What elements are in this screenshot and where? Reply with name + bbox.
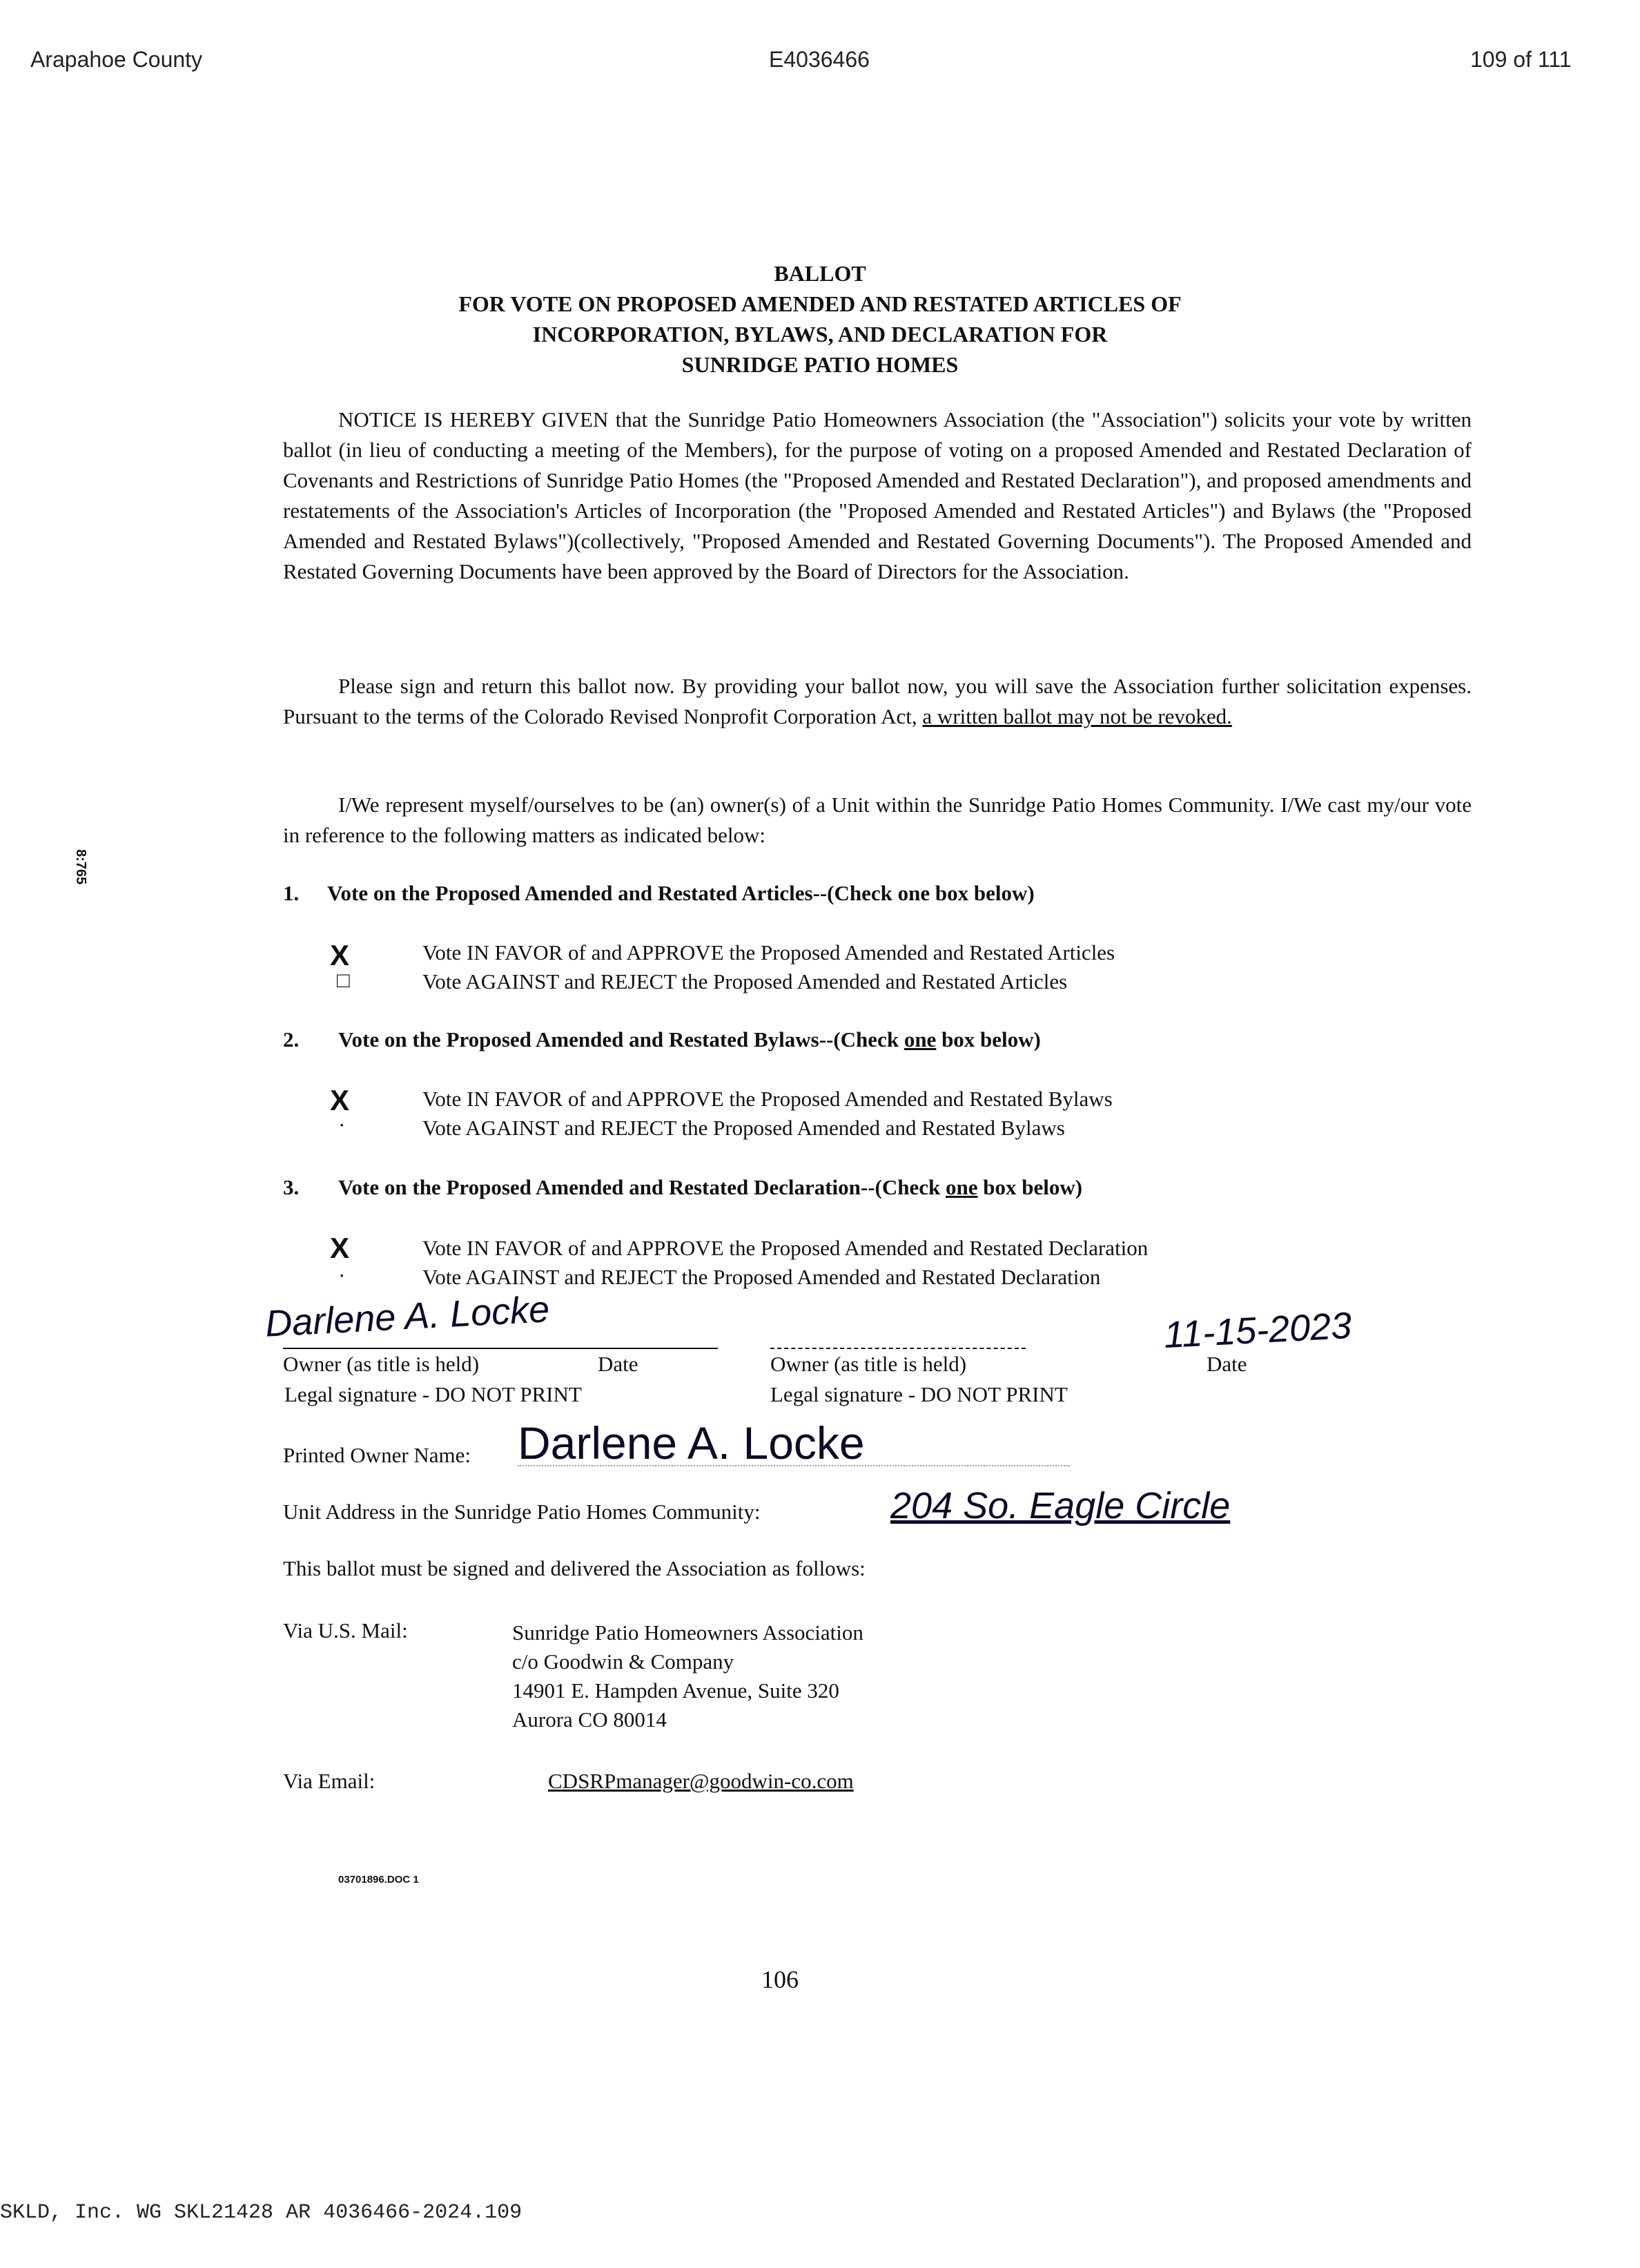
date-label-2: Date xyxy=(1207,1352,1247,1376)
title-line-1: BALLOT xyxy=(774,261,866,286)
signature-line-1 xyxy=(283,1348,718,1349)
owner-label-1: Owner (as title is held) xyxy=(283,1352,480,1376)
vote-3-against-checkbox[interactable]: · xyxy=(338,1263,346,1288)
page-count: 109 of 111 xyxy=(1470,47,1572,72)
date-label-1: Date xyxy=(598,1352,638,1376)
legal-label-2: Legal signature - DO NOT PRINT xyxy=(770,1382,1068,1406)
email-label: Via Email: xyxy=(283,1769,375,1793)
signature-line-2 xyxy=(770,1348,1026,1349)
mail-address xyxy=(512,1618,863,1734)
printed-owner-value: Darlene A. Locke xyxy=(518,1417,865,1469)
footer-recording: SKLD, Inc. WG SKL21428 AR 4036466-2024.109 xyxy=(0,2201,523,2225)
vote-3-against-label: Vote AGAINST and REJECT the Proposed Amended and Restated Declaration xyxy=(422,1265,1101,1289)
printed-owner-line xyxy=(518,1465,1070,1466)
title-line-3: INCORPORATION, BYLAWS, AND DECLARATION FOR xyxy=(532,322,1108,347)
document-code: 03701896.DOC 1 xyxy=(338,1874,419,1886)
signature-date: 11-15-2023 xyxy=(1162,1304,1353,1357)
notice-body: that the Sunridge Patio Homeowners Association (the "Association") solicits your vote by written ballot (in lieu of conducting a meeting of the Members), for the purpose of voting on a proposed Amended and Restated Declaration of Covenants and Restrictions of Sunridge Patio Homes (the "Proposed Amended and Restated Declaration"), and proposed amendments and restatements of the Association's Articles of Incorporation (the "Proposed Amended and Restated Articles") and Bylaws (the "Proposed Amended and Restated Bylaws")(collectively, "Proposed Amended and Restated Governing Documents"). The Proposed Amended and Restated Governing Documents have been approved by the Board of Directors for the Association. xyxy=(283,407,1472,583)
vote-3-heading: Vote on the Proposed Amended and Restated Declaration--(Check one box below) xyxy=(338,1175,1083,1199)
vote-3-favor-checkbox[interactable]: X xyxy=(330,1232,350,1264)
revocation-notice: a written ballot may not be revoked. xyxy=(922,704,1232,728)
vote-2-favor-label: Vote IN FAVOR of and APPROVE the Proposed Amended and Restated Bylaws xyxy=(422,1087,1113,1111)
vote-1-number: 1. xyxy=(283,881,300,905)
vote-2-heading: Vote on the Proposed Amended and Restated Bylaws--(Check one box below) xyxy=(338,1027,1041,1051)
vote-3-number: 3. xyxy=(283,1175,300,1199)
vote-1-heading: Vote on the Proposed Amended and Restated Articles--(Check one box below) xyxy=(327,881,1035,905)
unit-address-value: 204 So. Eagle Circle xyxy=(890,1485,1231,1526)
vote-2-against-label: Vote AGAINST and REJECT the Proposed Amended and Restated Bylaws xyxy=(422,1116,1065,1140)
notice-paragraph xyxy=(283,405,1472,587)
vote-2-number: 2. xyxy=(283,1027,300,1051)
vote-1-favor-label: Vote IN FAVOR of and APPROVE the Proposed Amended and Restated Articles xyxy=(422,940,1115,965)
printed-owner-label: Printed Owner Name: xyxy=(283,1443,471,1467)
title-line-2: FOR VOTE ON PROPOSED AMENDED AND RESTATED ARTICLES OF xyxy=(458,291,1182,316)
mail-line-3: 14901 E. Hampden Avenue, Suite 320 xyxy=(512,1678,839,1703)
please-paragraph xyxy=(283,671,1472,732)
mail-line-2: c/o Goodwin & Company xyxy=(512,1649,734,1674)
notice-lead: NOTICE IS HEREBY GIVEN xyxy=(338,407,609,432)
legal-label-1: Legal signature - DO NOT PRINT xyxy=(284,1382,582,1406)
side-stamp: 8:765 xyxy=(73,849,88,885)
vote-1-favor-checkbox[interactable]: X xyxy=(330,939,350,971)
vote-1-against-label: Vote AGAINST and REJECT the Proposed Amended and Restated Articles xyxy=(422,969,1068,994)
mail-line-1: Sunridge Patio Homeowners Association xyxy=(512,1620,863,1645)
county-header: Arapahoe County xyxy=(30,47,203,72)
document-number: E4036466 xyxy=(769,47,870,72)
title-line-4: SUNRIDGE PATIO HOMES xyxy=(681,352,959,377)
unit-address-label: Unit Address in the Sunridge Patio Homes Community: xyxy=(283,1500,761,1524)
please-body: Please sign and return this ballot now. By providing your ballot now, you will save the Association further solicitation expenses. Pursuant to the terms of the Colorado Revised Nonprofit Corporation Act, xyxy=(283,674,1472,728)
vote-1-against-checkbox[interactable]: □ xyxy=(337,968,350,992)
mail-label: Via U.S. Mail: xyxy=(283,1618,408,1642)
ballot-title xyxy=(0,258,1640,380)
vote-2-against-checkbox[interactable]: · xyxy=(338,1113,346,1137)
mail-line-4: Aurora CO 80014 xyxy=(512,1707,667,1732)
email-link[interactable]: CDSRPmanager@goodwin-co.com xyxy=(548,1769,854,1793)
vote-2-favor-checkbox[interactable]: X xyxy=(330,1084,350,1116)
owner-signature: Darlene A. Locke xyxy=(264,1288,551,1345)
represent-paragraph: I/We represent myself/ourselves to be (an) owner(s) of a Unit within the Sunridge Patio Homes Community. I/We cast my/our vote in reference to the following matters as indicated below: xyxy=(283,793,1472,847)
delivery-intro: This ballot must be signed and delivered the Association as follows: xyxy=(283,1556,866,1580)
page-number: 106 xyxy=(761,1966,799,1993)
owner-label-2: Owner (as title is held) xyxy=(770,1352,967,1376)
vote-3-favor-label: Vote IN FAVOR of and APPROVE the Proposed Amended and Restated Declaration xyxy=(422,1236,1149,1260)
